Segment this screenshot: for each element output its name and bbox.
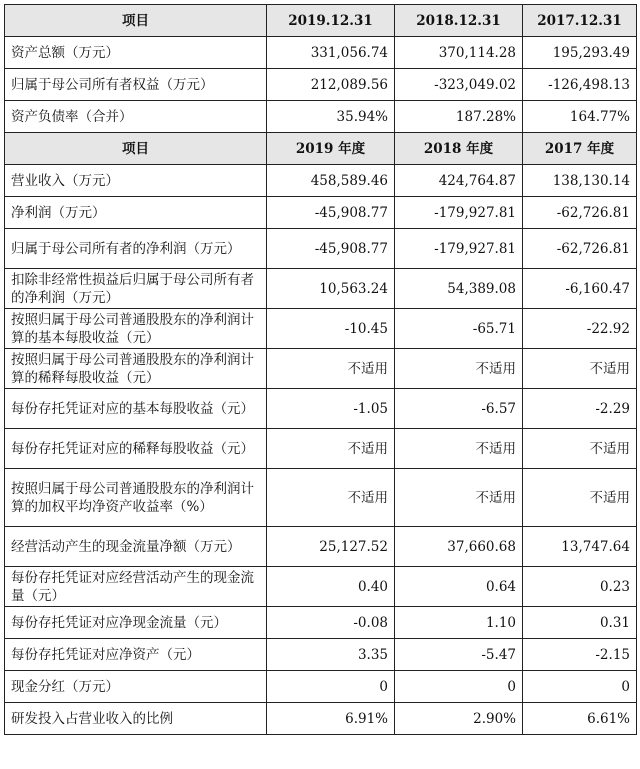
table-row [5,469,637,527]
value-2017: 不适用 [523,429,637,469]
value-2019: 不适用 [267,429,395,469]
value-2017: 0.23 [523,567,637,607]
value-2019: 10,563.24 [267,269,395,309]
value-2019: 331,056.74 [267,37,395,69]
row-label: 每份存托凭证对应经营活动产生的现金流量（元） [5,567,267,607]
row-label: 每份存托凭证对应的稀释每股收益（元） [5,429,267,469]
row-label: 按照归属于母公司普通股股东的净利润计算的稀释每股收益（元） [5,349,267,389]
value-2018: -5.47 [395,639,523,671]
value-2017: 0 [523,671,637,703]
value-2019: -45,908.77 [267,229,395,269]
value-2018: 370,114.28 [395,37,523,69]
value-2017: -62,726.81 [523,229,637,269]
value-2017: -62,726.81 [523,197,637,229]
header-2017: 2017 年度 [523,133,637,165]
value-2019: 0 [267,671,395,703]
row-label: 每份存托凭证对应净资产（元） [5,639,267,671]
value-2018: 424,764.87 [395,165,523,197]
table-row [5,269,637,309]
table-row [5,197,637,229]
row-label: 归属于母公司所有者权益（万元） [5,69,267,101]
row-label: 净利润（万元） [5,197,267,229]
table-row [5,639,637,671]
table-row [5,165,637,197]
row-label: 按照归属于母公司普通股股东的净利润计算的基本每股收益（元） [5,309,267,349]
balance-header-row [5,5,637,37]
value-2018: 不适用 [395,429,523,469]
table-row [5,309,637,349]
value-2018: 187.28% [395,101,523,133]
table-row [5,527,637,567]
value-2018: 不适用 [395,469,523,527]
value-2019: 不适用 [267,469,395,527]
header-2019: 2019 年度 [267,133,395,165]
table-row [5,69,637,101]
value-2019: -1.05 [267,389,395,429]
row-label: 扣除非经常性损益后归属于母公司所有者的净利润（万元） [5,269,267,309]
header-item: 项目 [5,5,267,37]
value-2018: -6.57 [395,389,523,429]
value-2019: 不适用 [267,349,395,389]
table-row [5,349,637,389]
row-label: 经营活动产生的现金流量净额（万元） [5,527,267,567]
value-2017: 138,130.14 [523,165,637,197]
value-2017: 13,747.64 [523,527,637,567]
value-2019: -0.08 [267,607,395,639]
row-label: 归属于母公司所有者的净利润（万元） [5,229,267,269]
value-2019: 0.40 [267,567,395,607]
value-2018: 54,389.08 [395,269,523,309]
row-label: 现金分红（万元） [5,671,267,703]
value-2019: 3.35 [267,639,395,671]
value-2017: 不适用 [523,349,637,389]
value-2017: 195,293.49 [523,37,637,69]
value-2018: 1.10 [395,607,523,639]
value-2019: -45,908.77 [267,197,395,229]
value-2017: 164.77% [523,101,637,133]
value-2017: -2.15 [523,639,637,671]
value-2017: -126,498.13 [523,69,637,101]
value-2019: 25,127.52 [267,527,395,567]
header-2019: 2019.12.31 [267,5,395,37]
header-item: 项目 [5,133,267,165]
income-header-row [5,133,637,165]
value-2019: -10.45 [267,309,395,349]
value-2017: 0.31 [523,607,637,639]
value-2018: -65.71 [395,309,523,349]
value-2018: 0 [395,671,523,703]
value-2018: -323,049.02 [395,69,523,101]
value-2019: 6.91% [267,703,395,735]
table-row [5,37,637,69]
row-label: 按照归属于母公司普通股股东的净利润计算的加权平均净资产收益率（%） [5,469,267,527]
value-2019: 458,589.46 [267,165,395,197]
value-2017: -2.29 [523,389,637,429]
row-label: 资产负债率（合并） [5,101,267,133]
row-label: 每份存托凭证对应的基本每股收益（元） [5,389,267,429]
table-row [5,703,637,735]
table-row [5,229,637,269]
header-2018: 2018.12.31 [395,5,523,37]
value-2018: 37,660.68 [395,527,523,567]
value-2018: -179,927.81 [395,197,523,229]
table-row [5,567,637,607]
value-2017: 不适用 [523,469,637,527]
value-2017: 6.61% [523,703,637,735]
row-label: 每份存托凭证对应净现金流量（元） [5,607,267,639]
row-label: 研发投入占营业收入的比例 [5,703,267,735]
table-row [5,429,637,469]
table-row [5,671,637,703]
row-label: 营业收入（万元） [5,165,267,197]
value-2018: 0.64 [395,567,523,607]
value-2019: 35.94% [267,101,395,133]
value-2017: -22.92 [523,309,637,349]
table-row [5,389,637,429]
row-label: 资产总额（万元） [5,37,267,69]
value-2018: 不适用 [395,349,523,389]
table-row [5,101,637,133]
value-2018: 2.90% [395,703,523,735]
value-2018: -179,927.81 [395,229,523,269]
value-2019: 212,089.56 [267,69,395,101]
header-2017: 2017.12.31 [523,5,637,37]
financial-data-table [4,4,637,735]
value-2017: -6,160.47 [523,269,637,309]
table-row [5,607,637,639]
header-2018: 2018 年度 [395,133,523,165]
